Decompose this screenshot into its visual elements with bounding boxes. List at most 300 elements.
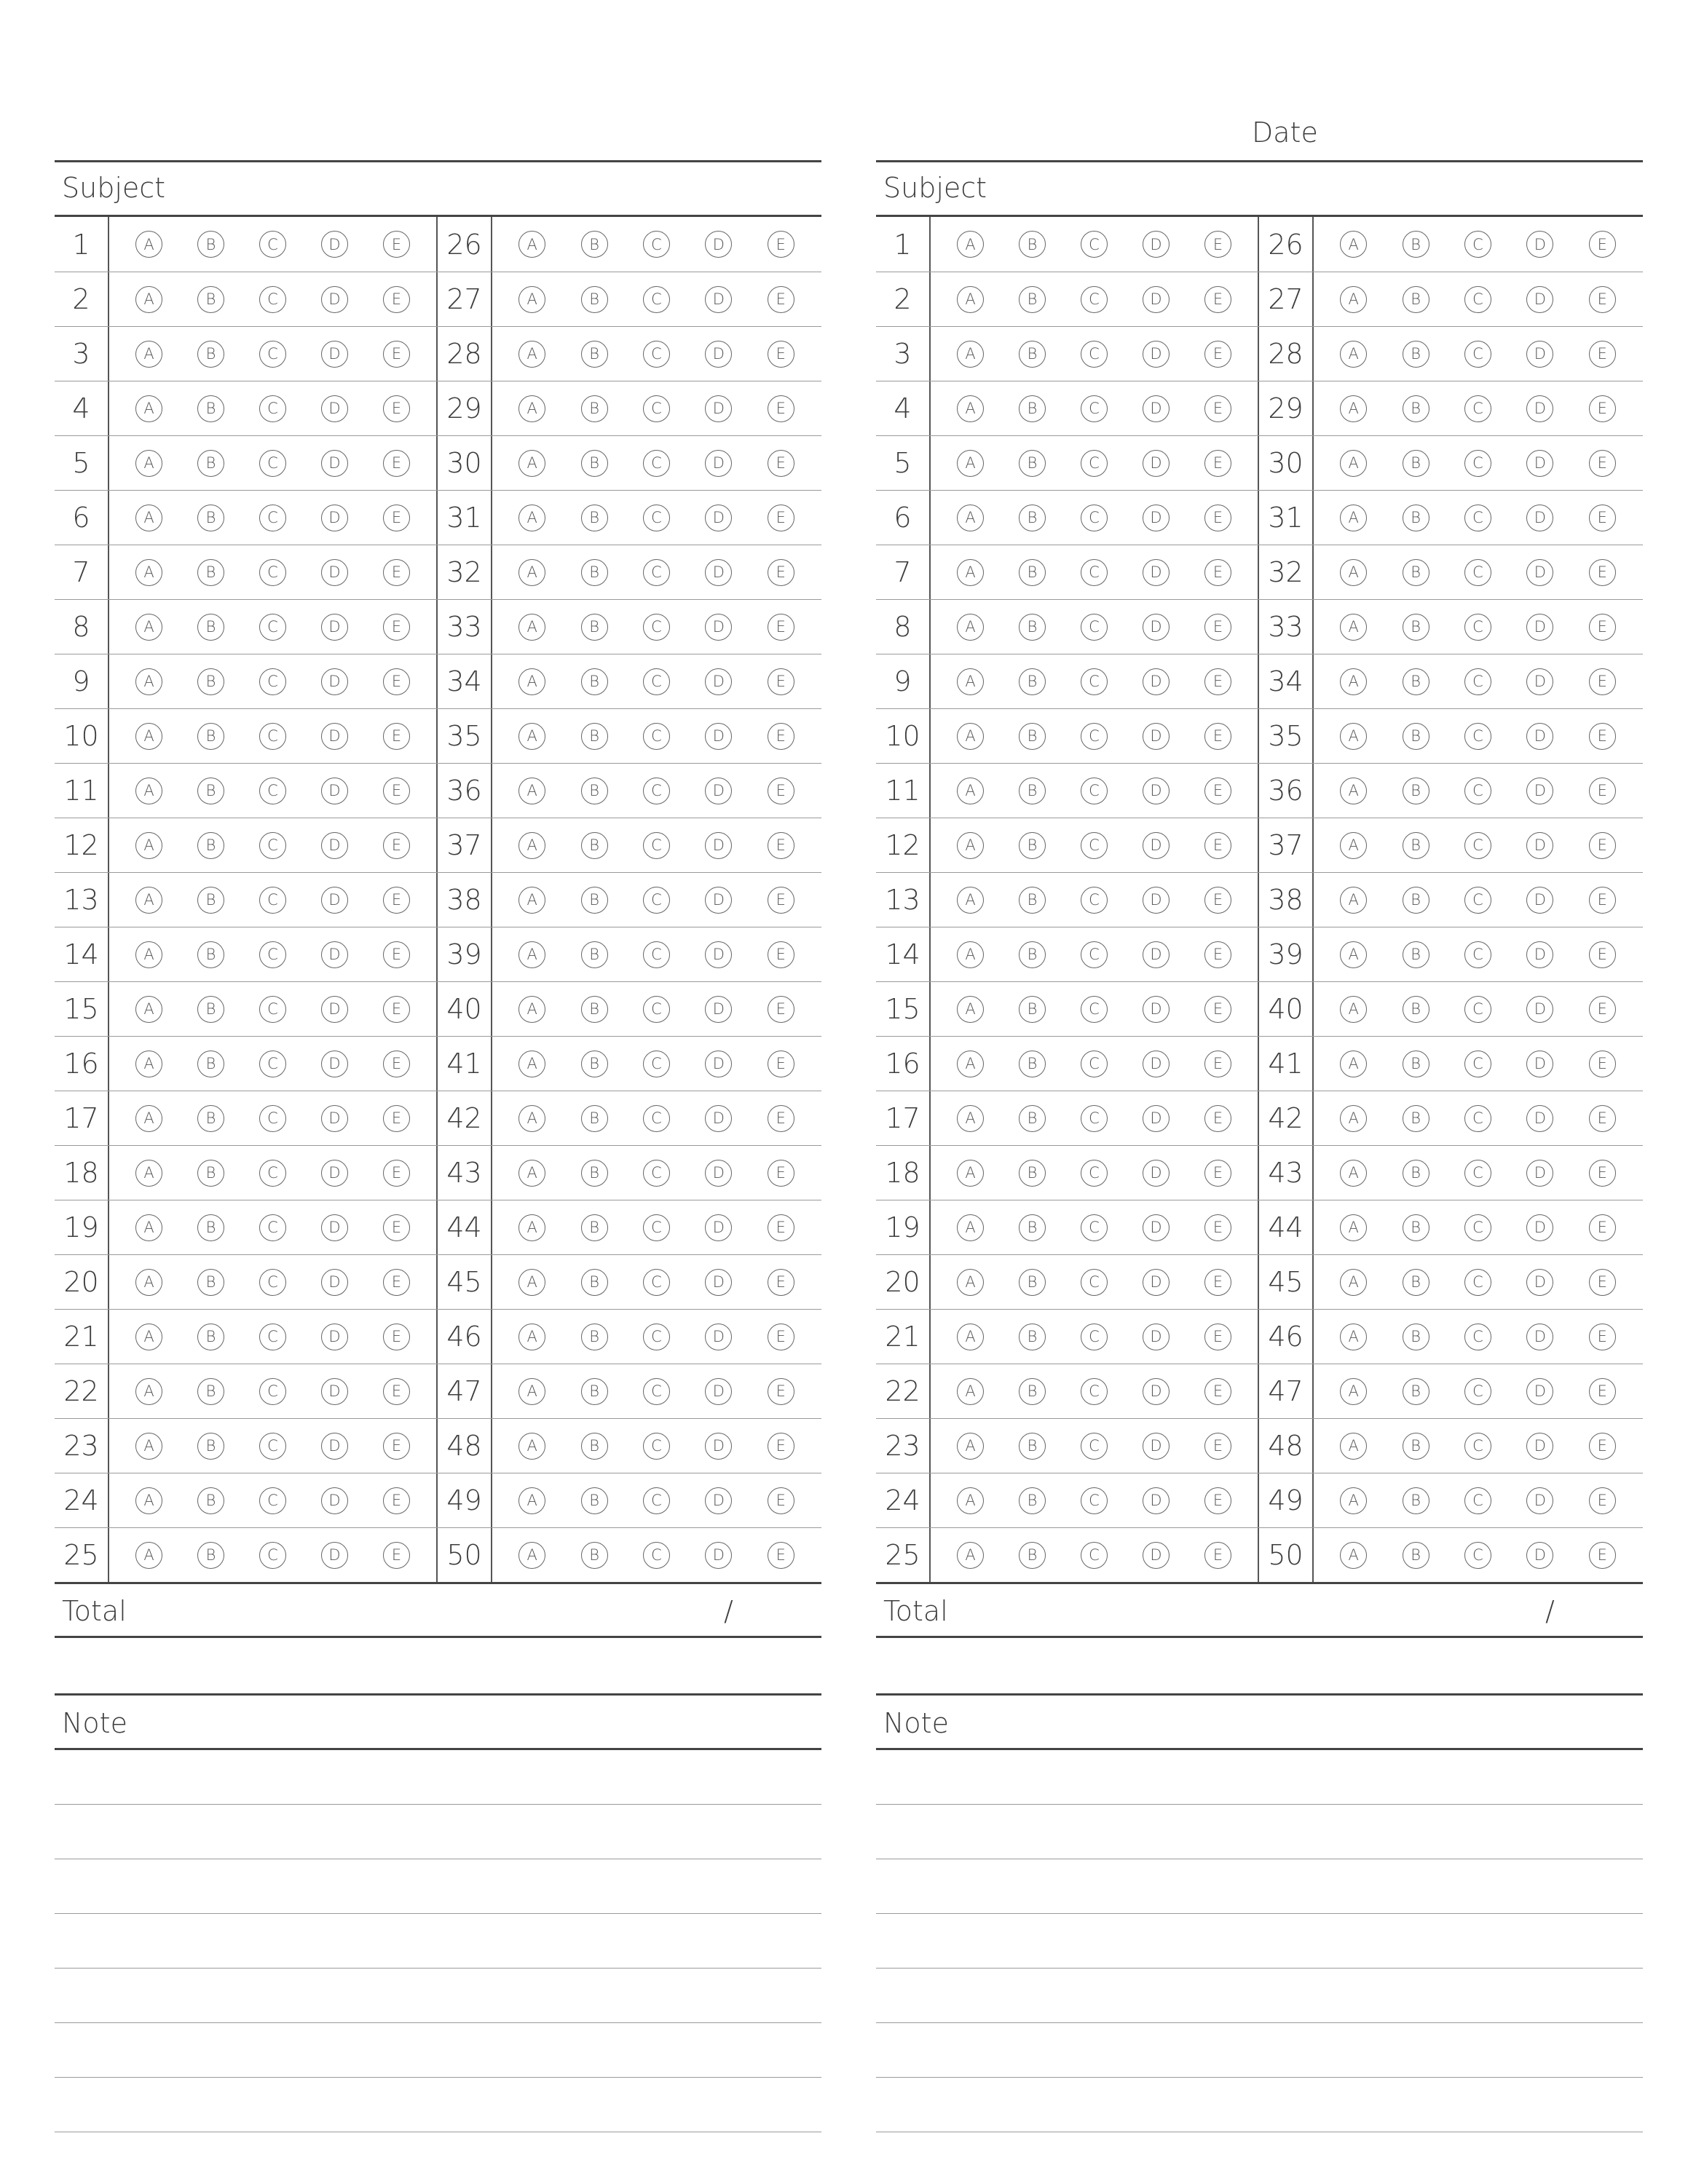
- choice-bubble-e[interactable]: E: [768, 450, 794, 477]
- choice-bubble-e[interactable]: E: [768, 286, 794, 313]
- choice-bubble-d[interactable]: D: [1143, 286, 1170, 313]
- choice-bubble-d[interactable]: D: [321, 231, 348, 258]
- choice-bubble-c[interactable]: C: [643, 1214, 670, 1241]
- choice-bubble-a[interactable]: A: [518, 1214, 545, 1241]
- choice-bubble-a[interactable]: A: [135, 1542, 162, 1569]
- choice-bubble-e[interactable]: E: [1589, 1105, 1616, 1132]
- choice-bubble-b[interactable]: B: [197, 832, 224, 859]
- choice-bubble-b[interactable]: B: [197, 1051, 224, 1077]
- choice-bubble-d[interactable]: D: [1143, 1160, 1170, 1187]
- choice-bubble-c[interactable]: C: [1081, 668, 1108, 695]
- choice-bubble-c[interactable]: C: [259, 559, 286, 586]
- choice-bubble-a[interactable]: A: [957, 1160, 984, 1187]
- choice-bubble-b[interactable]: B: [581, 668, 608, 695]
- choice-bubble-c[interactable]: C: [1081, 231, 1108, 258]
- choice-bubble-b[interactable]: B: [581, 941, 608, 968]
- choice-bubble-a[interactable]: A: [135, 286, 162, 313]
- choice-bubble-e[interactable]: E: [768, 887, 794, 914]
- choice-bubble-b[interactable]: B: [1019, 1542, 1046, 1569]
- choice-bubble-e[interactable]: E: [383, 887, 410, 914]
- choice-bubble-d[interactable]: D: [705, 286, 732, 313]
- choice-bubble-a[interactable]: A: [957, 723, 984, 750]
- choice-bubble-d[interactable]: D: [321, 341, 348, 368]
- choice-bubble-b[interactable]: B: [1403, 341, 1429, 368]
- choice-bubble-e[interactable]: E: [1204, 668, 1231, 695]
- choice-bubble-b[interactable]: B: [1403, 231, 1429, 258]
- choice-bubble-d[interactable]: D: [1526, 778, 1553, 804]
- choice-bubble-e[interactable]: E: [1204, 559, 1231, 586]
- choice-bubble-e[interactable]: E: [383, 450, 410, 477]
- choice-bubble-b[interactable]: B: [1403, 1542, 1429, 1569]
- choice-bubble-e[interactable]: E: [383, 1051, 410, 1077]
- choice-bubble-b[interactable]: B: [1019, 1487, 1046, 1514]
- choice-bubble-c[interactable]: C: [1464, 505, 1491, 531]
- choice-bubble-c[interactable]: C: [1464, 996, 1491, 1023]
- choice-bubble-a[interactable]: A: [1340, 1051, 1367, 1077]
- choice-bubble-a[interactable]: A: [135, 1051, 162, 1077]
- choice-bubble-b[interactable]: B: [1403, 832, 1429, 859]
- choice-bubble-e[interactable]: E: [768, 1269, 794, 1296]
- note-lines[interactable]: [876, 1750, 1643, 2132]
- note-line[interactable]: [876, 1914, 1643, 1969]
- choice-bubble-e[interactable]: E: [383, 941, 410, 968]
- choice-bubble-b[interactable]: B: [1019, 1105, 1046, 1132]
- choice-bubble-e[interactable]: E: [1589, 614, 1616, 641]
- choice-bubble-e[interactable]: E: [383, 614, 410, 641]
- choice-bubble-b[interactable]: B: [1403, 395, 1429, 422]
- choice-bubble-d[interactable]: D: [1526, 1214, 1553, 1241]
- choice-bubble-a[interactable]: A: [518, 668, 545, 695]
- choice-bubble-a[interactable]: A: [135, 1105, 162, 1132]
- choice-bubble-b[interactable]: B: [581, 1105, 608, 1132]
- choice-bubble-b[interactable]: B: [581, 1214, 608, 1241]
- choice-bubble-e[interactable]: E: [1204, 832, 1231, 859]
- choice-bubble-e[interactable]: E: [768, 1105, 794, 1132]
- choice-bubble-a[interactable]: A: [957, 614, 984, 641]
- choice-bubble-e[interactable]: E: [768, 559, 794, 586]
- choice-bubble-e[interactable]: E: [768, 941, 794, 968]
- choice-bubble-a[interactable]: A: [1340, 231, 1367, 258]
- choice-bubble-a[interactable]: A: [518, 1105, 545, 1132]
- choice-bubble-c[interactable]: C: [1464, 1269, 1491, 1296]
- choice-bubble-a[interactable]: A: [135, 1269, 162, 1296]
- choice-bubble-b[interactable]: B: [197, 887, 224, 914]
- choice-bubble-a[interactable]: A: [1340, 1214, 1367, 1241]
- choice-bubble-d[interactable]: D: [321, 395, 348, 422]
- choice-bubble-d[interactable]: D: [321, 1160, 348, 1187]
- choice-bubble-a[interactable]: A: [1340, 1324, 1367, 1350]
- choice-bubble-d[interactable]: D: [321, 941, 348, 968]
- choice-bubble-d[interactable]: D: [321, 1487, 348, 1514]
- choice-bubble-d[interactable]: D: [705, 614, 732, 641]
- choice-bubble-e[interactable]: E: [1204, 231, 1231, 258]
- note-line[interactable]: [876, 2023, 1643, 2078]
- choice-bubble-b[interactable]: B: [581, 231, 608, 258]
- choice-bubble-a[interactable]: A: [518, 1160, 545, 1187]
- choice-bubble-b[interactable]: B: [1019, 505, 1046, 531]
- choice-bubble-c[interactable]: C: [259, 1214, 286, 1241]
- choice-bubble-c[interactable]: C: [1081, 1542, 1108, 1569]
- choice-bubble-a[interactable]: A: [957, 778, 984, 804]
- choice-bubble-c[interactable]: C: [1081, 505, 1108, 531]
- choice-bubble-e[interactable]: E: [768, 723, 794, 750]
- choice-bubble-c[interactable]: C: [1464, 450, 1491, 477]
- choice-bubble-e[interactable]: E: [383, 1378, 410, 1405]
- choice-bubble-e[interactable]: E: [1589, 231, 1616, 258]
- choice-bubble-d[interactable]: D: [1143, 778, 1170, 804]
- choice-bubble-e[interactable]: E: [383, 286, 410, 313]
- choice-bubble-e[interactable]: E: [768, 1214, 794, 1241]
- choice-bubble-b[interactable]: B: [1403, 1214, 1429, 1241]
- choice-bubble-e[interactable]: E: [768, 1378, 794, 1405]
- choice-bubble-b[interactable]: B: [581, 1433, 608, 1460]
- choice-bubble-e[interactable]: E: [383, 505, 410, 531]
- choice-bubble-d[interactable]: D: [1143, 395, 1170, 422]
- choice-bubble-c[interactable]: C: [643, 1487, 670, 1514]
- choice-bubble-d[interactable]: D: [1143, 1378, 1170, 1405]
- choice-bubble-c[interactable]: C: [259, 231, 286, 258]
- choice-bubble-a[interactable]: A: [518, 1051, 545, 1077]
- choice-bubble-d[interactable]: D: [705, 1542, 732, 1569]
- choice-bubble-c[interactable]: C: [259, 996, 286, 1023]
- choice-bubble-a[interactable]: A: [518, 1269, 545, 1296]
- choice-bubble-e[interactable]: E: [383, 231, 410, 258]
- choice-bubble-d[interactable]: D: [705, 1269, 732, 1296]
- choice-bubble-b[interactable]: B: [1019, 1269, 1046, 1296]
- choice-bubble-b[interactable]: B: [197, 559, 224, 586]
- choice-bubble-a[interactable]: A: [1340, 996, 1367, 1023]
- choice-bubble-d[interactable]: D: [705, 341, 732, 368]
- choice-bubble-d[interactable]: D: [321, 614, 348, 641]
- choice-bubble-b[interactable]: B: [1019, 1433, 1046, 1460]
- choice-bubble-a[interactable]: A: [1340, 505, 1367, 531]
- choice-bubble-b[interactable]: B: [197, 1378, 224, 1405]
- choice-bubble-b[interactable]: B: [581, 395, 608, 422]
- choice-bubble-b[interactable]: B: [1403, 1160, 1429, 1187]
- choice-bubble-a[interactable]: A: [1340, 614, 1367, 641]
- choice-bubble-c[interactable]: C: [1464, 723, 1491, 750]
- choice-bubble-b[interactable]: B: [1019, 778, 1046, 804]
- choice-bubble-d[interactable]: D: [1526, 887, 1553, 914]
- choice-bubble-a[interactable]: A: [957, 996, 984, 1023]
- choice-bubble-d[interactable]: D: [1143, 505, 1170, 531]
- choice-bubble-e[interactable]: E: [383, 1324, 410, 1350]
- note-line[interactable]: [55, 2078, 821, 2132]
- choice-bubble-e[interactable]: E: [768, 1160, 794, 1187]
- choice-bubble-c[interactable]: C: [643, 614, 670, 641]
- choice-bubble-c[interactable]: C: [259, 286, 286, 313]
- choice-bubble-e[interactable]: E: [1589, 505, 1616, 531]
- choice-bubble-d[interactable]: D: [1143, 723, 1170, 750]
- choice-bubble-c[interactable]: C: [1464, 941, 1491, 968]
- choice-bubble-c[interactable]: C: [1464, 832, 1491, 859]
- choice-bubble-b[interactable]: B: [581, 996, 608, 1023]
- choice-bubble-e[interactable]: E: [1204, 1105, 1231, 1132]
- choice-bubble-d[interactable]: D: [1143, 668, 1170, 695]
- choice-bubble-e[interactable]: E: [1589, 450, 1616, 477]
- choice-bubble-d[interactable]: D: [705, 395, 732, 422]
- choice-bubble-b[interactable]: B: [1019, 395, 1046, 422]
- choice-bubble-e[interactable]: E: [1589, 341, 1616, 368]
- choice-bubble-e[interactable]: E: [768, 505, 794, 531]
- choice-bubble-c[interactable]: C: [1081, 559, 1108, 586]
- choice-bubble-b[interactable]: B: [581, 505, 608, 531]
- choice-bubble-e[interactable]: E: [1204, 778, 1231, 804]
- choice-bubble-c[interactable]: C: [259, 1269, 286, 1296]
- choice-bubble-b[interactable]: B: [1403, 450, 1429, 477]
- choice-bubble-b[interactable]: B: [581, 614, 608, 641]
- choice-bubble-a[interactable]: A: [135, 341, 162, 368]
- choice-bubble-d[interactable]: D: [1526, 1324, 1553, 1350]
- choice-bubble-e[interactable]: E: [1589, 1269, 1616, 1296]
- choice-bubble-a[interactable]: A: [135, 723, 162, 750]
- choice-bubble-b[interactable]: B: [581, 778, 608, 804]
- note-line[interactable]: [55, 1969, 821, 2023]
- choice-bubble-e[interactable]: E: [1589, 832, 1616, 859]
- choice-bubble-a[interactable]: A: [518, 887, 545, 914]
- choice-bubble-a[interactable]: A: [518, 1487, 545, 1514]
- choice-bubble-c[interactable]: C: [1081, 1324, 1108, 1350]
- choice-bubble-b[interactable]: B: [581, 832, 608, 859]
- choice-bubble-a[interactable]: A: [135, 996, 162, 1023]
- choice-bubble-e[interactable]: E: [1589, 1051, 1616, 1077]
- choice-bubble-c[interactable]: C: [1464, 778, 1491, 804]
- choice-bubble-b[interactable]: B: [581, 450, 608, 477]
- choice-bubble-c[interactable]: C: [643, 1324, 670, 1350]
- choice-bubble-c[interactable]: C: [259, 1105, 286, 1132]
- choice-bubble-a[interactable]: A: [518, 614, 545, 641]
- choice-bubble-a[interactable]: A: [1340, 1105, 1367, 1132]
- choice-bubble-a[interactable]: A: [135, 668, 162, 695]
- choice-bubble-c[interactable]: C: [1464, 395, 1491, 422]
- choice-bubble-a[interactable]: A: [135, 1324, 162, 1350]
- choice-bubble-e[interactable]: E: [1204, 1324, 1231, 1350]
- choice-bubble-a[interactable]: A: [1340, 286, 1367, 313]
- choice-bubble-d[interactable]: D: [1526, 286, 1553, 313]
- choice-bubble-c[interactable]: C: [1464, 1542, 1491, 1569]
- choice-bubble-d[interactable]: D: [705, 996, 732, 1023]
- choice-bubble-b[interactable]: B: [581, 1051, 608, 1077]
- choice-bubble-c[interactable]: C: [1081, 1378, 1108, 1405]
- choice-bubble-e[interactable]: E: [1589, 395, 1616, 422]
- choice-bubble-d[interactable]: D: [321, 778, 348, 804]
- choice-bubble-c[interactable]: C: [1081, 996, 1108, 1023]
- choice-bubble-d[interactable]: D: [705, 1378, 732, 1405]
- choice-bubble-b[interactable]: B: [197, 1542, 224, 1569]
- choice-bubble-e[interactable]: E: [768, 996, 794, 1023]
- choice-bubble-e[interactable]: E: [1204, 887, 1231, 914]
- choice-bubble-e[interactable]: E: [1204, 723, 1231, 750]
- choice-bubble-d[interactable]: D: [1526, 832, 1553, 859]
- choice-bubble-d[interactable]: D: [1143, 450, 1170, 477]
- choice-bubble-c[interactable]: C: [1081, 450, 1108, 477]
- choice-bubble-e[interactable]: E: [1204, 341, 1231, 368]
- choice-bubble-e[interactable]: E: [383, 1160, 410, 1187]
- choice-bubble-a[interactable]: A: [957, 1433, 984, 1460]
- choice-bubble-e[interactable]: E: [1589, 996, 1616, 1023]
- choice-bubble-e[interactable]: E: [768, 341, 794, 368]
- choice-bubble-d[interactable]: D: [1143, 1433, 1170, 1460]
- choice-bubble-e[interactable]: E: [383, 1214, 410, 1241]
- choice-bubble-d[interactable]: D: [1143, 1542, 1170, 1569]
- note-line[interactable]: [876, 1969, 1643, 2023]
- choice-bubble-e[interactable]: E: [383, 668, 410, 695]
- choice-bubble-c[interactable]: C: [1081, 1051, 1108, 1077]
- choice-bubble-c[interactable]: C: [643, 286, 670, 313]
- choice-bubble-a[interactable]: A: [1340, 1378, 1367, 1405]
- choice-bubble-c[interactable]: C: [1081, 1214, 1108, 1241]
- choice-bubble-b[interactable]: B: [1403, 1324, 1429, 1350]
- choice-bubble-e[interactable]: E: [1589, 778, 1616, 804]
- choice-bubble-b[interactable]: B: [1019, 887, 1046, 914]
- choice-bubble-d[interactable]: D: [321, 1324, 348, 1350]
- choice-bubble-a[interactable]: A: [518, 1378, 545, 1405]
- choice-bubble-c[interactable]: C: [643, 1269, 670, 1296]
- note-line[interactable]: [876, 1750, 1643, 1805]
- choice-bubble-d[interactable]: D: [1143, 231, 1170, 258]
- choice-bubble-c[interactable]: C: [1081, 887, 1108, 914]
- choice-bubble-c[interactable]: C: [1081, 614, 1108, 641]
- choice-bubble-b[interactable]: B: [1019, 1324, 1046, 1350]
- choice-bubble-c[interactable]: C: [1464, 668, 1491, 695]
- choice-bubble-b[interactable]: B: [1403, 1378, 1429, 1405]
- choice-bubble-e[interactable]: E: [1204, 1051, 1231, 1077]
- choice-bubble-e[interactable]: E: [1589, 559, 1616, 586]
- choice-bubble-d[interactable]: D: [321, 286, 348, 313]
- choice-bubble-d[interactable]: D: [1143, 1214, 1170, 1241]
- choice-bubble-d[interactable]: D: [1526, 1542, 1553, 1569]
- choice-bubble-b[interactable]: B: [1019, 341, 1046, 368]
- choice-bubble-b[interactable]: B: [197, 1160, 224, 1187]
- choice-bubble-a[interactable]: A: [957, 231, 984, 258]
- choice-bubble-a[interactable]: A: [1340, 723, 1367, 750]
- choice-bubble-e[interactable]: E: [1589, 1542, 1616, 1569]
- choice-bubble-b[interactable]: B: [197, 231, 224, 258]
- choice-bubble-c[interactable]: C: [259, 505, 286, 531]
- choice-bubble-d[interactable]: D: [1526, 1160, 1553, 1187]
- choice-bubble-b[interactable]: B: [581, 1487, 608, 1514]
- choice-bubble-b[interactable]: B: [197, 1105, 224, 1132]
- choice-bubble-a[interactable]: A: [135, 450, 162, 477]
- choice-bubble-b[interactable]: B: [581, 1160, 608, 1187]
- choice-bubble-e[interactable]: E: [1589, 1487, 1616, 1514]
- choice-bubble-c[interactable]: C: [1081, 341, 1108, 368]
- choice-bubble-c[interactable]: C: [643, 231, 670, 258]
- choice-bubble-b[interactable]: B: [197, 1487, 224, 1514]
- choice-bubble-a[interactable]: A: [957, 1105, 984, 1132]
- choice-bubble-b[interactable]: B: [197, 450, 224, 477]
- choice-bubble-d[interactable]: D: [321, 887, 348, 914]
- choice-bubble-a[interactable]: A: [518, 286, 545, 313]
- choice-bubble-d[interactable]: D: [1526, 505, 1553, 531]
- choice-bubble-e[interactable]: E: [383, 1487, 410, 1514]
- choice-bubble-d[interactable]: D: [321, 505, 348, 531]
- choice-bubble-d[interactable]: D: [321, 1378, 348, 1405]
- choice-bubble-d[interactable]: D: [705, 887, 732, 914]
- choice-bubble-e[interactable]: E: [383, 832, 410, 859]
- choice-bubble-a[interactable]: A: [518, 395, 545, 422]
- choice-bubble-a[interactable]: A: [135, 778, 162, 804]
- choice-bubble-d[interactable]: D: [1526, 1269, 1553, 1296]
- choice-bubble-a[interactable]: A: [957, 1269, 984, 1296]
- choice-bubble-d[interactable]: D: [321, 996, 348, 1023]
- choice-bubble-b[interactable]: B: [197, 996, 224, 1023]
- choice-bubble-c[interactable]: C: [643, 941, 670, 968]
- choice-bubble-c[interactable]: C: [643, 887, 670, 914]
- choice-bubble-a[interactable]: A: [957, 1324, 984, 1350]
- choice-bubble-e[interactable]: E: [768, 832, 794, 859]
- choice-bubble-e[interactable]: E: [768, 668, 794, 695]
- choice-bubble-e[interactable]: E: [1204, 1542, 1231, 1569]
- choice-bubble-e[interactable]: E: [1204, 1378, 1231, 1405]
- choice-bubble-c[interactable]: C: [259, 723, 286, 750]
- choice-bubble-b[interactable]: B: [581, 1378, 608, 1405]
- choice-bubble-e[interactable]: E: [1589, 887, 1616, 914]
- choice-bubble-c[interactable]: C: [1081, 1105, 1108, 1132]
- choice-bubble-a[interactable]: A: [135, 614, 162, 641]
- choice-bubble-b[interactable]: B: [1403, 1433, 1429, 1460]
- choice-bubble-a[interactable]: A: [518, 450, 545, 477]
- choice-bubble-b[interactable]: B: [197, 1269, 224, 1296]
- choice-bubble-e[interactable]: E: [383, 1542, 410, 1569]
- choice-bubble-d[interactable]: D: [321, 668, 348, 695]
- choice-bubble-b[interactable]: B: [197, 941, 224, 968]
- choice-bubble-a[interactable]: A: [135, 559, 162, 586]
- choice-bubble-d[interactable]: D: [321, 559, 348, 586]
- choice-bubble-c[interactable]: C: [259, 1051, 286, 1077]
- choice-bubble-a[interactable]: A: [1340, 832, 1367, 859]
- choice-bubble-b[interactable]: B: [581, 559, 608, 586]
- choice-bubble-b[interactable]: B: [1019, 1214, 1046, 1241]
- choice-bubble-d[interactable]: D: [705, 1105, 732, 1132]
- choice-bubble-e[interactable]: E: [1204, 1160, 1231, 1187]
- choice-bubble-e[interactable]: E: [768, 614, 794, 641]
- choice-bubble-b[interactable]: B: [1019, 286, 1046, 313]
- choice-bubble-e[interactable]: E: [1204, 395, 1231, 422]
- choice-bubble-b[interactable]: B: [1019, 1051, 1046, 1077]
- choice-bubble-d[interactable]: D: [321, 1051, 348, 1077]
- choice-bubble-c[interactable]: C: [1464, 1378, 1491, 1405]
- choice-bubble-b[interactable]: B: [1019, 231, 1046, 258]
- choice-bubble-c[interactable]: C: [1081, 832, 1108, 859]
- choice-bubble-d[interactable]: D: [705, 668, 732, 695]
- choice-bubble-a[interactable]: A: [957, 1378, 984, 1405]
- choice-bubble-b[interactable]: B: [1019, 832, 1046, 859]
- choice-bubble-e[interactable]: E: [768, 1051, 794, 1077]
- choice-bubble-c[interactable]: C: [1081, 723, 1108, 750]
- choice-bubble-a[interactable]: A: [518, 1542, 545, 1569]
- choice-bubble-b[interactable]: B: [581, 723, 608, 750]
- choice-bubble-d[interactable]: D: [1143, 341, 1170, 368]
- choice-bubble-c[interactable]: C: [1464, 1433, 1491, 1460]
- choice-bubble-e[interactable]: E: [1204, 286, 1231, 313]
- choice-bubble-a[interactable]: A: [1340, 450, 1367, 477]
- choice-bubble-a[interactable]: A: [135, 832, 162, 859]
- note-line[interactable]: [876, 2078, 1643, 2132]
- choice-bubble-a[interactable]: A: [135, 505, 162, 531]
- choice-bubble-c[interactable]: C: [643, 559, 670, 586]
- choice-bubble-c[interactable]: C: [1464, 1160, 1491, 1187]
- choice-bubble-d[interactable]: D: [705, 559, 732, 586]
- choice-bubble-d[interactable]: D: [1526, 559, 1553, 586]
- choice-bubble-d[interactable]: D: [321, 450, 348, 477]
- choice-bubble-c[interactable]: C: [643, 1378, 670, 1405]
- choice-bubble-a[interactable]: A: [1340, 1160, 1367, 1187]
- choice-bubble-e[interactable]: E: [1204, 505, 1231, 531]
- choice-bubble-c[interactable]: C: [259, 1487, 286, 1514]
- choice-bubble-c[interactable]: C: [259, 1378, 286, 1405]
- choice-bubble-c[interactable]: C: [259, 450, 286, 477]
